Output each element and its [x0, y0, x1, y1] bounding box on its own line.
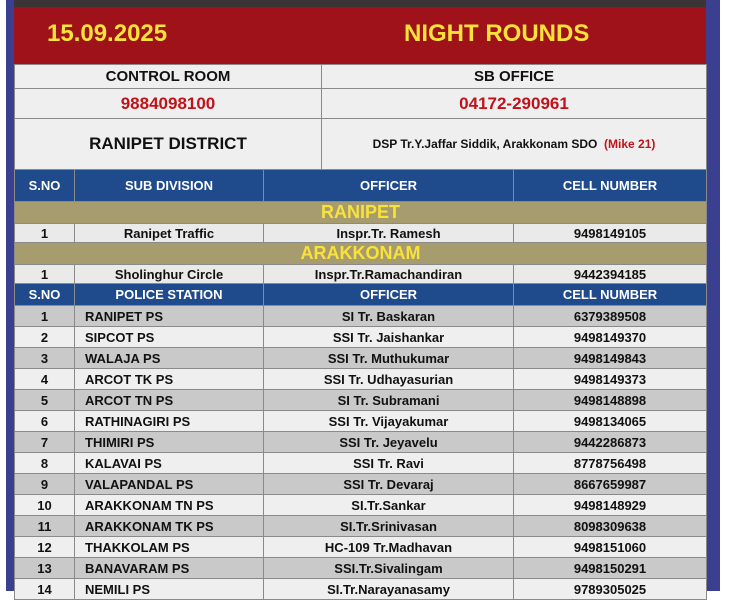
officer-cell: SSI Tr. Ravi — [264, 453, 514, 474]
table-row — [15, 516, 707, 537]
sub-division-cell: Sholinghur Circle — [75, 265, 264, 284]
sno-cell: 1 — [15, 306, 75, 327]
cell-number-cell: 8778756498 — [514, 453, 707, 474]
table-row — [15, 265, 707, 284]
officer-cell: SI Tr. Baskaran — [264, 306, 514, 327]
cell-number-cell: 9498148929 — [514, 495, 707, 516]
dsp-name: DSP Tr.Y.Jaffar Siddik, Arakkonam SDO — [372, 137, 598, 151]
police-station-cell: NEMILI PS — [75, 579, 264, 600]
table-row — [15, 369, 707, 390]
table-row — [15, 390, 707, 411]
table-row — [15, 579, 707, 600]
sno-cell: 5 — [15, 390, 75, 411]
police-station-cell: SIPCOT PS — [75, 327, 264, 348]
police-station-cell: THAKKOLAM PS — [75, 537, 264, 558]
cell-number-cell: 8667659987 — [514, 474, 707, 495]
sno-cell: 3 — [15, 348, 75, 369]
sb-office-label: SB OFFICE — [322, 65, 707, 89]
officer-cell: SSI Tr. Devaraj — [264, 474, 514, 495]
cell-number-cell: 9498149843 — [514, 348, 707, 369]
cell-number-cell: 9498148898 — [514, 390, 707, 411]
table-row — [15, 411, 707, 432]
col-cell-number: CELL NUMBER — [514, 170, 707, 202]
sno-cell: 8 — [15, 453, 75, 474]
sno-cell: 10 — [15, 495, 75, 516]
contact-info-table — [14, 64, 707, 170]
police-station-cell: RANIPET PS — [75, 306, 264, 327]
police-station-cell: KALAVAI PS — [75, 453, 264, 474]
top-strip — [14, 0, 706, 7]
report-date: 15.09.2025 — [47, 20, 168, 47]
cell-number-cell: 9789305025 — [514, 579, 707, 600]
sno-cell: 7 — [15, 432, 75, 453]
sno-cell: 12 — [15, 537, 75, 558]
section-title: ARAKKONAM — [15, 243, 707, 265]
table-row — [15, 558, 707, 579]
officer-cell: SI.Tr.Srinivasan — [264, 516, 514, 537]
sno-cell: 4 — [15, 369, 75, 390]
sno-cell: 6 — [15, 411, 75, 432]
police-station-cell: THIMIRI PS — [75, 432, 264, 453]
subdivision-header-row — [15, 170, 707, 202]
sno-cell: 9 — [15, 474, 75, 495]
col-officer: OFFICER — [264, 170, 514, 202]
police-station-cell: VALAPANDAL PS — [75, 474, 264, 495]
table-row — [15, 224, 707, 243]
cell-number-cell: 9442394185 — [514, 265, 707, 284]
cell-number-cell: 6379389508 — [514, 306, 707, 327]
col-sub-division: SUB DIVISION — [75, 170, 264, 202]
col-officer: OFFICER — [264, 284, 514, 306]
officer-cell: SSI Tr. Muthukumar — [264, 348, 514, 369]
control-room-number: 9884098100 — [15, 89, 322, 119]
cell-number-cell: 9442286873 — [514, 432, 707, 453]
officer-cell: SI Tr. Subramani — [264, 390, 514, 411]
police-station-cell: RATHINAGIRI PS — [75, 411, 264, 432]
dsp-cell — [322, 119, 707, 170]
table-row — [15, 537, 707, 558]
table-row — [15, 495, 707, 516]
officer-cell: SSI Tr. Jaishankar — [264, 327, 514, 348]
sb-office-number: 04172-290961 — [322, 89, 707, 119]
officer-cell: Inspr.Tr. Ramesh — [264, 224, 514, 243]
col-cell-number: CELL NUMBER — [514, 284, 707, 306]
police-station-table — [14, 283, 707, 600]
cell-number-cell: 9498134065 — [514, 411, 707, 432]
police-station-cell: ARAKKONAM TK PS — [75, 516, 264, 537]
officer-cell: SSI Tr. Vijayakumar — [264, 411, 514, 432]
table-row — [15, 432, 707, 453]
sno-cell: 2 — [15, 327, 75, 348]
title-banner — [14, 7, 706, 64]
subdivision-table — [14, 169, 707, 284]
col-sno: S.NO — [15, 170, 75, 202]
sub-division-cell: Ranipet Traffic — [75, 224, 264, 243]
police-station-cell: ARAKKONAM TN PS — [75, 495, 264, 516]
cell-number-cell: 9498149373 — [514, 369, 707, 390]
cell-number-cell: 9498149105 — [514, 224, 707, 243]
station-rows — [15, 306, 707, 600]
officer-cell: SI.Tr.Sankar — [264, 495, 514, 516]
section-title: RANIPET — [15, 202, 707, 224]
table-row — [15, 348, 707, 369]
sno-cell: 11 — [15, 516, 75, 537]
officer-cell: SSI Tr. Jeyavelu — [264, 432, 514, 453]
table-row — [15, 474, 707, 495]
dsp-callsign: (Mike 21) — [604, 137, 656, 151]
station-header-row — [15, 284, 707, 306]
col-sno: S.NO — [15, 284, 75, 306]
officer-cell: SSI Tr. Udhayasurian — [264, 369, 514, 390]
col-police-station: POLICE STATION — [75, 284, 264, 306]
sno-cell: 1 — [15, 224, 75, 243]
section-row — [15, 202, 707, 224]
cell-number-cell: 9498149370 — [514, 327, 707, 348]
police-station-cell: ARCOT TK PS — [75, 369, 264, 390]
cell-number-cell: 9498151060 — [514, 537, 707, 558]
sno-cell: 14 — [15, 579, 75, 600]
officer-cell: SSI.Tr.Sivalingam — [264, 558, 514, 579]
table-row — [15, 327, 707, 348]
report-title: NIGHT ROUNDS — [404, 20, 590, 47]
table-row — [15, 453, 707, 474]
sno-cell: 1 — [15, 265, 75, 284]
night-rounds-sheet — [14, 0, 706, 597]
cell-number-cell: 8098309638 — [514, 516, 707, 537]
district-name: RANIPET DISTRICT — [15, 119, 322, 170]
cell-number-cell: 9498150291 — [514, 558, 707, 579]
officer-cell: HC-109 Tr.Madhavan — [264, 537, 514, 558]
police-station-cell: WALAJA PS — [75, 348, 264, 369]
control-room-label: CONTROL ROOM — [15, 65, 322, 89]
table-row — [15, 306, 707, 327]
police-station-cell: BANAVARAM PS — [75, 558, 264, 579]
police-station-cell: ARCOT TN PS — [75, 390, 264, 411]
officer-cell: Inspr.Tr.Ramachandiran — [264, 265, 514, 284]
officer-cell: SI.Tr.Narayanasamy — [264, 579, 514, 600]
sno-cell: 13 — [15, 558, 75, 579]
section-row — [15, 243, 707, 265]
